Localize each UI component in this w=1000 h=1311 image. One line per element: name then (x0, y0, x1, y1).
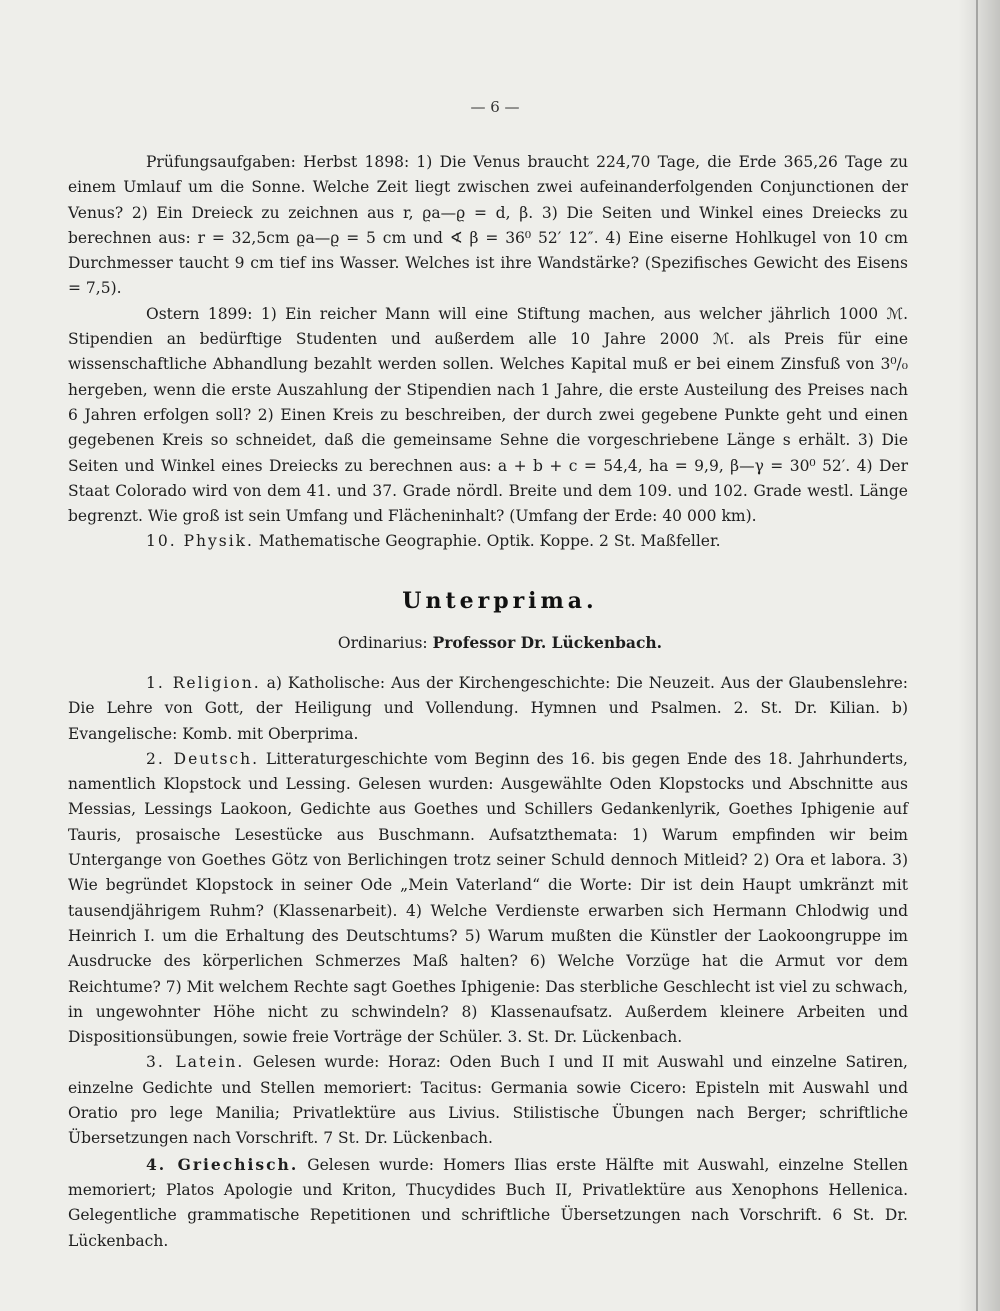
unterprima-subjects (68, 671, 908, 1254)
pruefungsaufgaben-section (68, 150, 908, 555)
pruefung-ostern-paragraph: Ostern 1899: 1) Ein reicher Mann will eine Stiftung machen, aus welcher jährlich 1000 ℳ. Stipendien an bedürftige Studenten und außerdem alle 10 Jahre 2000 ℳ. als Preis für eine wissenschaftliche Abhandlung bezahlt werden sollen. Welches Kapital muß er bei einem Zinsfuß von 3⁰/₀ hergeben, wenn die erste Auszahlung der Stipendien nach 1 Jahre, die erste Austeilung des Preises nach 6 Jahren erfolgen soll? 2) Einen Kreis zu beschreiben, der durch zwei gegebene Punkte geht und einen gegebenen Kreis so schneidet, daß die gemeinsame Sehne die vorgeschriebene Länge s erhält. 3) Die Seiten und Winkel eines Dreiecks zu berechnen aus: a + b + c = 54,4, ha = 9,9, β—γ = 30⁰ 52′. 4) Der Staat Colorado wird von dem 41. und 37. Grade nördl. Breite und dem 109. und 102. Grade westl. Länge begrenzt. Wie groß ist sein Umfang und Flächeninhalt? (Umfang der Erde: 40 000 km). (68, 304, 908, 526)
physik-paragraph (68, 529, 908, 554)
religion-text: a) Katholische: Aus der Kirchengeschichte: Die Neuzeit. Aus der Glaubenslehre: Die Lehre von Gott, der Heiligung und Vollendung. Hymnen und Psalmen. 2. St. Dr. Kilian. b) Evangelische: Komb. mit Oberprima. (68, 674, 908, 743)
binding-edge (976, 0, 978, 1311)
physik-label: 10. Physik. (146, 532, 254, 551)
section-heading-unterprima: Unterprima. (402, 588, 598, 614)
ordinarius-line (0, 633, 1000, 652)
religion-paragraph (68, 671, 908, 747)
physik-text: Mathematische Geographie. Optik. Koppe. 2 St. Maßfeller. (253, 532, 721, 551)
latein-paragraph (68, 1050, 908, 1151)
latein-text: Gelesen wurde: Horaz: Oden Buch I und II mit Auswahl und einzelne Satiren, einzelne Gedichte und Stellen memoriert: Tacitus: Germania sowie Cicero: Episteln mit Auswahl und Oratio pro lege Manilia; Privatlektüre aus Livius. Stilistische Übungen nach Berger; schriftliche Übersetzungen nach Vorschrift. 7 St. Dr. Lückenbach. (68, 1053, 908, 1148)
ordinarius-label: Ordinarius: (337, 634, 433, 652)
ordinarius-name: Professor Dr. Lückenbach. (432, 633, 663, 652)
deutsch-label: 2. Deutsch. (146, 749, 260, 768)
latein-label: 3. Latein. (146, 1053, 245, 1072)
pruefung-herbst-paragraph: Prüfungsaufgaben: Herbst 1898: 1) Die Venus braucht 224,70 Tage, die Erde 365,26 Tage zu einem Umlauf um die Sonne. Welche Zeit liegt zwischen zwei aufeinanderfolgenden Conjunctionen der Venus? 2) Ein Dreieck zu zeichnen aus r, ϱa—ϱ = d, β. 3) Die Seiten und Winkel eines Dreiecks zu berechnen aus: r = 32,5cm ϱa—ϱ = 5 cm und ∢ β = 36⁰ 52′ 12″. 4) Eine eiserne Hohlkugel von 10 cm Durchmesser taucht 9 cm tief ins Wasser. Welches ist ihre Wandstärke? (Spezifisches Gewicht des Eisens = 7,5). (68, 153, 908, 298)
page-number: — 6 — (470, 98, 520, 116)
deutsch-text: Litteraturgeschichte vom Beginn des 16. bis gegen Ende des 18. Jahrhunderts, namentlich Klopstock und Lessing. Gelesen wurden: Ausgewählte Oden Klopstocks und Abschnitte aus Messias, Lessings Laokoon, Gedichte aus Goethes und Schillers Gedankenlyrik, Goethes Iphigenie auf Tauris, prosaische Lesestücke aus Buschmann. Aufsatzthemata: 1) Warum empfinden wir beim Untergange von Goethes Götz von Berlichingen trotz seiner Schuld dennoch Mitleid? 2) Ora et labora. 3) Wie begründet Klopstock in seiner Ode „Mein Vaterland“ die Worte: Dir ist dein Haupt umkränzt mit tausendjährigem Ruhm? (Klassenarbeit). 4) Welche Verdienste erwarben sich Hermann Chlodwig und Heinrich I. um die Erhaltung des Deutschtums? 5) Warum mußten die Künstler der Laokoongruppe im Ausdrucke des körperlichen Schmerzes Maß halten? 6) Welche Vorzüge hat die Armut vor dem Reichtume? 7) Mit welchem Rechte sagt Goethes Iphigenie: Das sterbliche Geschlecht ist viel zu schwach, in ungewohnter Höhe nicht zu schwindeln? 8) Klassenaufsatz. Außerdem kleinere Arbeiten und Dispositionsübungen, sowie freie Vorträge der Schüler. 3. St. Dr. Lückenbach. (68, 749, 908, 1047)
griechisch-text: Gelesen wurde: Homers Ilias erste Hälfte mit Auswahl, einzelne Stellen memoriert; Platos Apologie und Kriton, Thucydides Buch II, Privatlektüre aus Xenophons Hellenica. Gelegentliche grammatische Repetitionen und schriftliche Übersetzungen nach Vorschrift. 6 St. Dr. Lückenbach. (68, 1155, 908, 1250)
griechisch-label: 4. Griechisch. (146, 1154, 299, 1174)
religion-label: 1. Religion. (146, 674, 261, 692)
deutsch-paragraph (68, 747, 908, 1051)
griechisch-paragraph (68, 1152, 908, 1254)
binding-shadow (958, 0, 1000, 1311)
